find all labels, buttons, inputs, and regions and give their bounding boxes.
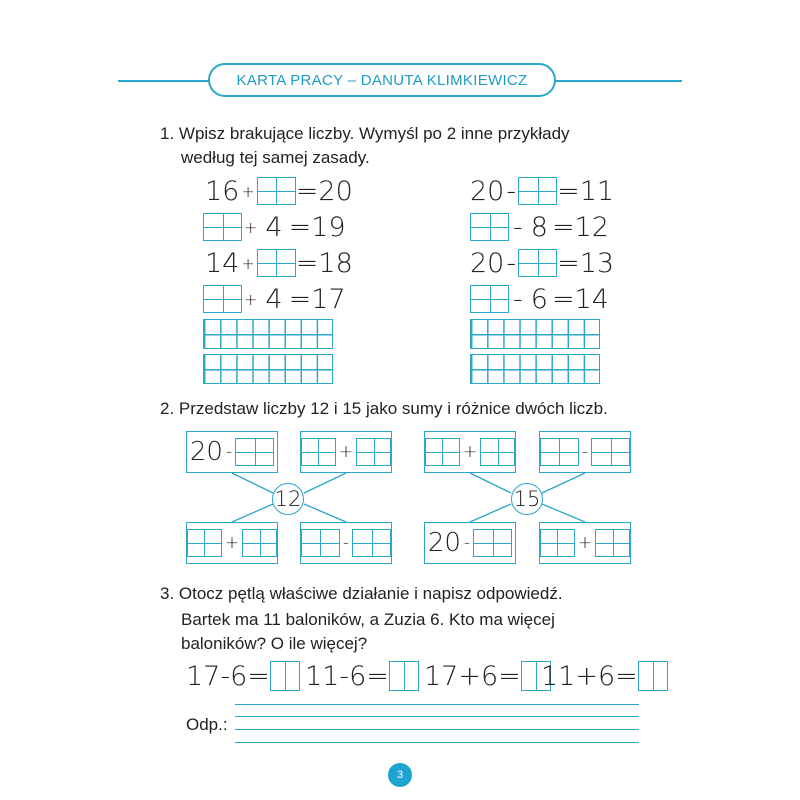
eq-number: 8 [530,211,548,243]
eq-operator: + [241,253,255,273]
eq-result: =17 [288,283,346,315]
task2-target-15: 15 [511,483,543,515]
answer-box[interactable] [480,438,515,466]
answer-line-1[interactable] [235,704,639,705]
task3-option-3[interactable] [424,659,551,693]
answer-label: Odp.: [186,715,228,734]
answer-line-3[interactable] [235,729,639,730]
answer-line-2[interactable] [235,716,639,717]
task2-expr-box-2 [300,431,392,473]
eq-result: =18 [295,247,353,279]
eq-number: 6 [530,283,548,315]
answer-box[interactable] [591,438,630,466]
eq-operator: - [506,247,517,279]
eq-operator: - [225,442,233,462]
task3-option-2[interactable] [305,659,419,693]
eq-operator: + [462,442,478,462]
header-title: KARTA PRACY – DANUTA KLIMKIEWICZ [208,63,556,97]
eq-result: =20 [295,175,353,207]
task2-expr-box-8 [539,522,631,564]
task3-option-1[interactable] [186,659,300,693]
answer-box[interactable] [356,438,391,466]
answer-box[interactable] [235,438,274,466]
task2-expr-box-6 [300,522,392,564]
eq-expression: 17-6= [186,660,270,692]
answer-box[interactable] [270,661,300,691]
task1-instruction-line2: według tej samej zasady. [181,148,370,167]
answer-box[interactable] [301,438,336,466]
answer-box[interactable] [540,529,575,557]
eq-result: =11 [557,175,615,207]
eq-result: =19 [288,211,346,243]
eq-number: 20 [470,247,505,279]
eq-operator: - [463,533,471,553]
task2-expr-box-1 [186,431,278,473]
answer-box[interactable] [187,529,222,557]
task2-expr-box-5 [186,522,278,564]
eq-number: 16 [205,175,240,207]
eq-operator: - [342,533,350,553]
eq-operator: + [244,289,258,309]
answer-box[interactable] [425,438,460,466]
eq-operator: - [513,211,523,243]
task1-instruction-line1: 1. Wpisz brakujące liczby. Wymyśl po 2 inne przykłady [160,124,570,143]
eq-expression: 11-6= [305,660,389,692]
eq-number: 4 [265,283,283,315]
answer-box[interactable] [638,661,668,691]
eq-operator: + [244,217,258,237]
eq-result: =14 [551,283,609,315]
eq-expression: 11+6= [541,660,638,692]
answer-box[interactable] [540,438,579,466]
task3-option-4[interactable] [541,659,668,693]
eq-operator: - [581,442,589,462]
answer-box[interactable] [595,529,630,557]
eq-operator: - [513,283,523,315]
answer-box[interactable] [473,529,512,557]
task2-expr-box-4 [539,431,631,473]
eq-operator: + [241,181,255,201]
eq-operator: + [577,533,593,553]
task3-instruction-line3: baloników? O ile więcej? [181,634,368,653]
eq-operator: - [506,175,517,207]
answer-line-4[interactable] [235,742,639,743]
eq-number: 20 [427,528,461,558]
task2-expr-box-7 [424,522,516,564]
eq-number: 20 [470,175,505,207]
task3-instruction-line1: 3. Otocz pętlą właściwe działanie i napisz odpowiedź. [160,584,563,603]
answer-box[interactable] [389,661,419,691]
eq-result: =12 [551,211,609,243]
answer-box[interactable] [301,529,340,557]
answer-box[interactable] [352,529,391,557]
eq-result: =13 [557,247,615,279]
eq-number: 4 [265,211,283,243]
eq-operator: + [224,533,240,553]
eq-number: 20 [189,437,223,467]
answer-box[interactable] [242,529,277,557]
page-number: 3 [388,763,412,787]
eq-operator: + [338,442,354,462]
task3-instruction-line2: Bartek ma 11 baloników, a Zuzia 6. Kto ma więcej [181,610,555,629]
eq-expression: 17+6= [424,660,521,692]
task2-target-12: 12 [272,483,304,515]
eq-number: 14 [205,247,240,279]
task2-expr-box-3 [424,431,516,473]
task2-instruction: 2. Przedstaw liczby 12 i 15 jako sumy i różnice dwóch liczb. [160,399,608,418]
